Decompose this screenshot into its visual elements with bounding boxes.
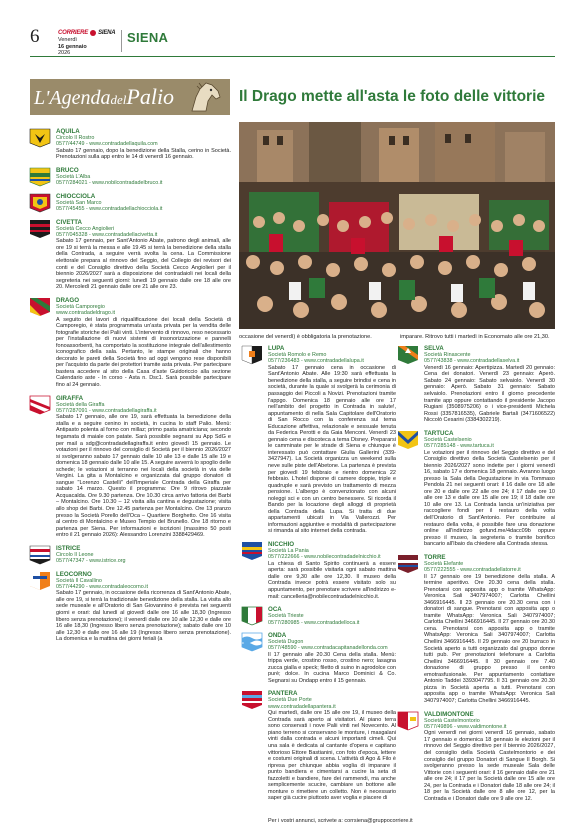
contrada-entry-tartuca bbox=[424, 430, 555, 548]
contrada-society: Società Il Cavallino bbox=[56, 577, 102, 584]
contrada-notice: Ogni venerdì nei giorni venerdì 16 gennaio, sabato 17 gennaio e domenica 18 gennaio le elezioni per il rinnovo del Seggio direttivo per il biennio 2026/2027, del consiglio della Società Castelmontorio e dei consiglio del gruppo Donatori di Sangue Il Borgh. Si svolgeranno presso la sede museale Sala delle Vittorie con i seguenti orari: il 16 gennaio dalle ore 21 alle ore 24; il 17 per la Società dalle ore 15 alle ore 24, per la Contrada e i Donatori dalle 18 alle ore 24; il 18 per la Società dalle ore 8 alle ore 12, per la Contrada e i Donatori dalle ore 9 alle ore 12. bbox=[424, 730, 555, 802]
contrada-name: LUPA bbox=[268, 345, 285, 352]
contrada-notice: Qui martedì, dalle ore 15 alle ore 19, il museo della Contrada sarà aperto ai visitatori. Al piano terra sono conservati i nove Palii vinti nel Novecento. Al piano terreno si conservano le monture, i masgalani vinti dalla contrada e alcuni importanti cimeli. Qui una sala è dedicata al cantante d'opera e capitano vittorioso Ettore Bastianini, con foto d'epoca, lettere e costumi originali di scena. L'attività di Ago & Filo è ripresa per chiunque abbia voglia di imparare il punto bandiera e cimentarsi a cucire la seta di fazzoletti e bandiere, fare dei rammendi, ma anche semplicemente scucire, cambiare un bottone alle monture o rimettere un colletto. Non è necessario saper già cucire piuttosto aver voglia e piacere di bbox=[268, 710, 396, 802]
contrada-name: AQUILA bbox=[56, 128, 80, 135]
contrada-contact: www.contradadeldrago.it bbox=[56, 310, 116, 317]
agenda-banner bbox=[30, 79, 230, 115]
contrada-entry-bruco bbox=[56, 167, 231, 187]
drago-flag-icon bbox=[29, 297, 51, 317]
contrada-name: TARTUCA bbox=[424, 429, 454, 437]
contrada-society: Società Due Porte bbox=[268, 697, 312, 704]
contrada-society: Società San Marco bbox=[56, 199, 102, 206]
contrada-name: TORRE bbox=[424, 553, 446, 561]
crowd-photo bbox=[239, 122, 555, 329]
contrada-name: PANTERA bbox=[268, 690, 298, 698]
contrada-society: Società Dugon bbox=[268, 638, 304, 645]
contrada-name: VALDIMONTONE bbox=[424, 710, 474, 718]
contrada-contact: 0577/287091 - www.contradadellagiraffa.it bbox=[56, 407, 157, 414]
contrada-notice: Le votazioni per il rinnovo del Seggio direttivo e del Consiglio direttivo della Società Castelsenio per il biennio 2026/2027 sono indette per i giorni venerdì 16, sabato 17 e domenica 18 gennaio. Avranno luogo presso la Sala della Degustazione in via Tommaso Pendola 21 nei seguenti orari: il 16 dalle ore 18 alle ore 20 e dalle ore 22 alle ore 24; il 17 dalle ore 10 alle ore 13 e dalle ore 15 alle ore 19; il 18 dalle ore 10 alle ore 13. La Contrada lancia un'iniziativa per raccogliere fondi per il restauro della volta dell'Oratorio di Sant'Antonio. Per contribuire al restauro della volta, è possibile fare una donazione online all'indirizzo gofund.me/4dacc09b oppure presso il museo, la segreteria o tramite bonifico bancario all'Ibaio da chiedere alla Contrada stessa. bbox=[424, 449, 555, 548]
contrada-entry-valdimontone bbox=[424, 711, 555, 803]
contrada-contact: 0577/222666 - www.nobilecontradadelnicchio.it bbox=[268, 554, 381, 561]
header-divider bbox=[121, 30, 122, 52]
section-title: SIENA bbox=[127, 30, 169, 45]
banner-word-del: del bbox=[110, 92, 127, 107]
contrada-entry-istrice bbox=[56, 545, 231, 565]
logo-left-text: CORRIERE bbox=[58, 30, 89, 36]
istrice-flag-icon bbox=[29, 545, 51, 565]
pantera-flag-icon bbox=[241, 690, 263, 710]
contrada-contact: 0577/45455 - www.contradadellachiocciola.it bbox=[56, 206, 163, 213]
contrada-contact: 0577/222555 - www.contradadellatorre.it bbox=[424, 567, 521, 574]
contrada-entry-lupa bbox=[268, 345, 396, 535]
contrada-entry-giraffa bbox=[56, 395, 231, 539]
contrada-society: Società L'Alba bbox=[56, 173, 91, 180]
contrada-entry-onda bbox=[268, 632, 396, 685]
contrada-name: CHIOCCIOLA bbox=[56, 192, 96, 200]
issue-date-text: 16 gennaio bbox=[58, 43, 87, 50]
contrada-notice: Sabato 17 gennaio, dopo la benedizione della Stalla, cerino in Società. Prenotazioni sulla app entro le 14 di venerdì 16 gennaio. bbox=[56, 147, 231, 161]
newspaper-logo bbox=[58, 30, 118, 36]
photo-caption-right: imparare. Ritrovo tutti i martedì in Economato alle ore 21,30. bbox=[400, 334, 550, 340]
contrada-society: Società Rinascente bbox=[424, 352, 471, 358]
agenda-column-middle bbox=[268, 345, 396, 808]
leocorno-flag-icon bbox=[29, 571, 51, 591]
contrada-society: Società Elefante bbox=[424, 560, 464, 567]
contrada-entry-civetta bbox=[56, 219, 231, 291]
banner-word-palio: Palio bbox=[126, 84, 175, 109]
selva-flag-icon bbox=[397, 345, 419, 365]
nicchio-flag-icon bbox=[241, 541, 263, 561]
page-header bbox=[0, 0, 580, 62]
onda-flag-icon bbox=[241, 632, 263, 652]
contrada-contact: 0577/44749 - www.contradadellaquila.com bbox=[56, 141, 158, 148]
contrada-notice: Sabato 17 gennaio cena in occasione di Sant'Antonio Abate. Alle 19:30 sarà effettuata la benedizione della stalla, a seguire brindisi e cena in società, durante la quale si svolgerà la cerimonia di passaggio dei Piccoli a Novizi. Prenotazioni tramite l'appgo. Domenica 18 gennaio alle ore 17 nell'ambito del progetto in Contrada in salute!, appuntamento di nella Sala Capitolare dell'Oratorio di San Rocco con la conferenza sul tema Educazione affettiva, relazionale e sessuale tenuta da Federica Perotti e da Gaia Menconi. Venerdì 23 gennaio cena e discoteca a tema Disney. Prepararsi le camminate per le strade di Siena e chiunque è interessato può contattare Giulia Gallerini (339-3427947). La Società organizza un weekend sulla neve sulle piste dell'Abetone. La partenza è prevista per giovedì 19 febbraio e rientro domenica 22 febbraio. L'hotel dispone di camere doppie, triple e quadruple e sarà previsto un trattamento di mezza pensione. L'albergo è convenzionato con alcuni noleggi sci e con un centro benessere. Si ricorda il Bando per la locazione degli alloggi di proprietà della Contrada della Lupa. Si tratta di due appartamenti ubicati in Via Vallerozzi. Per informazioni aggiuntive e modalità di partecipazione si rimanda al sito internet della contrada. bbox=[268, 364, 396, 535]
contrada-entry-nicchio bbox=[268, 541, 396, 600]
contrada-notice: Venerdì 16 gennaio: Apertipizza. Martedì 20 gennaio: Cena dei donatori. Venerdì 23 gennaio: Aperò. Sabato 24 gennaio: Sabato selvaiolo. Venerdì 30 gennaio: Aperò. Sabato 31 gennaio: Sabato selvaiolo. Prenotazioni entro il giorno precedente tramite app oppure contattando il presidente Jacopo Rugiani (3508975206) o i vice-presidenti Michela Rossi (3357816535), Gabriele Bartali (3471606522) Niccolò Cesarini (3384302219). bbox=[424, 364, 555, 424]
contrada-name: GIRAFFA bbox=[56, 394, 84, 402]
contrada-name: DRAGO bbox=[56, 296, 80, 304]
agenda-column-right bbox=[424, 345, 555, 808]
contrada-society: Società Cecco Angiolieri bbox=[56, 225, 115, 232]
footer-contact-note: Per i vostri annunci, scrivete a: corrsiena@gruppocorriere.it bbox=[268, 818, 413, 824]
header-rule bbox=[30, 56, 555, 57]
contrada-entry-chiocciola bbox=[56, 193, 231, 213]
contrada-contact: 0577/285148 - www.tartuca.it bbox=[424, 443, 494, 450]
torre-flag-icon bbox=[397, 554, 419, 574]
contrada-society: Società Camporegio bbox=[56, 303, 105, 310]
contrada-contact: 0577/045328 - www.contradadellacivetta.it bbox=[56, 231, 158, 238]
contrada-contact: 0577/280985 - www.contradadelloca.it bbox=[268, 619, 360, 626]
contrada-name: CIVETTA bbox=[56, 218, 83, 226]
contrada-contact: 0577/43838 - www.contradadellaselva.it bbox=[424, 358, 520, 365]
contrada-entry-leocorno bbox=[56, 571, 231, 643]
contrada-name: NICCHIO bbox=[268, 541, 295, 549]
lupa-flag-icon bbox=[241, 345, 263, 365]
issue-day: Venerdì bbox=[58, 37, 77, 43]
contrada-entry-torre bbox=[424, 554, 555, 705]
contrada-name: LEOCORNO bbox=[56, 570, 92, 578]
valdimontone-flag-icon bbox=[397, 711, 419, 731]
contrada-society: Circolo Il Leone bbox=[56, 551, 94, 558]
aquila-flag-icon bbox=[29, 128, 51, 148]
contrada-name: ONDA bbox=[268, 631, 287, 639]
contrada-society: Circolo Il Rostro bbox=[56, 135, 95, 141]
contrada-society: Società Trieste bbox=[268, 613, 304, 620]
agenda-column-left bbox=[56, 128, 231, 649]
contrada-entry-oca bbox=[268, 606, 396, 626]
contrada-notice: Sabato 17 gennaio, per Sant'Antonio Abate, patrono degli animali, alle ore 19 si terrà la messa e alle 19.45 si terrà la benedizione della stalla della Contrada, a seguire verrà svolta la cena. La Commissione elettorale prepara al rinnovo del Seggio, del Collegio dei revisori dei conti e del Consiglio direttivo della Società Cecco Angiolieri per il biennio 2026/2027 sarà a disposizione dei contradaioli nei locali della segreteria nei seguenti giorni: lunedì 19 gennaio dalle ore 18 alle ore 20. Mercoledì 21 gennaio dalle ore 21 alle ore 23. bbox=[56, 238, 231, 291]
contrada-society: Società Castelmontorio bbox=[424, 717, 480, 724]
article-headline: Il Drago mette all'asta le foto delle vittorie bbox=[239, 88, 546, 105]
logo-dot-icon bbox=[90, 30, 96, 36]
contrada-notice: La chiesa di Santo Spirito continuerà a essere aperta: sarà possibile visitarla ogni sabato mattina dalle ore 9,30 alle ore 12,30. Il museo della Contrada invece potrà essere visitato solo su appuntamento, per prenotare scrivere all'indirizzo e-mail: cancelleria@nobilecontradadelnicchio.it. bbox=[268, 560, 396, 600]
logo-right-text: SIENA bbox=[98, 30, 116, 36]
contrada-contact: 0577/236483 - www.contradadellalupa.it bbox=[268, 358, 364, 365]
contrada-contact: 0577/44290 - www.contradaleocorno.it bbox=[56, 583, 148, 590]
contrada-society: Società Romolo e Remo bbox=[268, 352, 327, 358]
photo-caption-left: occasione del venerdì) è obbligatoria la prenotazione. bbox=[239, 334, 372, 340]
contrada-contact: 0577/49896 - www.valdimontone.it bbox=[424, 723, 507, 730]
contrada-contact: 0577/47347 - www.istrice.org bbox=[56, 558, 126, 565]
chiocciola-flag-icon bbox=[29, 193, 51, 213]
contrada-society: Società La Pania bbox=[268, 548, 309, 555]
contrada-name: OCA bbox=[268, 606, 282, 614]
contrada-notice: A seguito dei lavori di riqualificazione dei locali della Società di Camporegio, è stata programmata un'asta privata per la vendita delle fotografie storiche dei Palii vinti. L'intervento di rinnovo, reso necessario per l'installazione di nuovi sistemi di insonorizzazione e pannelli fonoassorbenti, ha comportato la sostituzione integrale dell'allestimento iconografico della sala. Pertanto, le stampe originali che hanno decorato le pareti della Società fino ad oggi vengono rese disponibili per l'acquisto da parte dei protettori tramite asta privata. Per partecipare bastera accedere al sito della Casa d'aste Guidoriccio alla sezione Calendario aste - In corso - Asta n. Dsc1. Sarà possibile partecipare fino al 24 gennaio. bbox=[56, 316, 232, 388]
contrada-contact: www.contradadellapantera.it bbox=[268, 703, 336, 710]
contrada-society: Società Castelsenio bbox=[424, 436, 472, 443]
contrada-notice: Il 17 gennaio alle 20.30 Cena della stalla. Menù: trippa verde, crostino rosso, crostino nero; lasagna zucca gialla e speck; filetto di suino in agrodolce con purè; dolce. In cucina Marco Dominici & Co. Segnarsi su Ondapp entro il 15 gennaio. bbox=[268, 651, 396, 684]
contrada-entry-pantera bbox=[268, 690, 396, 801]
contrada-name: SELVA bbox=[424, 345, 444, 352]
giraffa-flag-icon bbox=[29, 395, 51, 415]
issue-date bbox=[58, 37, 118, 57]
contrada-contact: 0577/48590 - www.contradacapitanadellonda.com bbox=[268, 645, 388, 652]
contrada-society: Società della Giraffa bbox=[56, 401, 105, 408]
masthead bbox=[58, 30, 118, 57]
bruco-flag-icon bbox=[29, 167, 51, 187]
banner-title bbox=[34, 84, 174, 110]
civetta-flag-icon bbox=[29, 219, 51, 239]
oca-flag-icon bbox=[241, 606, 263, 626]
tartuca-flag-icon bbox=[397, 430, 419, 450]
issue-year: 2026 bbox=[58, 50, 71, 56]
contrada-notice: Sabato 17 gennaio, alle ore 19, sarà effettuata la benedizione della stalla e a seguire cenino in società, in cucina lo staff Palio. Menù: Antipasto polenta al forno con millaz; primo pasta amatriciana; secondo tegamata di maiale con patate. Sarà possibile segnarsi su App SdG e per mail a sdg@contradadellagiraffa.it entro giovedì 15 gennaio. Le votazioni per il rinnovo del consiglio di Società per il biennio 2026/2027 si svolgeranno sabato 17 gennaio dalle 10 alle 13 e dalle 15 alle 19 e domenica 18 gennaio dalle 10 alle 15. A seguire avverrà lo spoglio delle schede; le votazioni si terranno nei locali della società in via delle Vergini. La gita a Montalcino e organizzata dal gruppo donatori di sangue "Lorenzo Castelli" dell'Imperiale Contrada della Giraffa per sabato 14 marzo. Questo il programma: Ore 9 ritrovo piazzale Acquacalda. Ore 9.30 partenza. Ore 10.30 circa arrivo fattoria dei Barbi – Montalcino. Ore 10.30 – 12 visita alla cantina e degustazione; visita allo shop dei Barbi. Ore 12.45 partenza per Montalcino. Ore 13 pranzo presso la Società Porello dell'Oca – Quartiere Borghetto. Ore 16 visita al centro di Montalcino e Museo Tempio del Brunello. Ore 18 ritorno e partenza per Siena. Per informazioni e iscrizioni (massimo 50 posti entro il 21 gennaio 2026): Alessandro Lorenzini 3388429469. bbox=[56, 414, 231, 539]
page-number: 6 bbox=[30, 26, 40, 47]
contrada-name: BRUCO bbox=[56, 166, 79, 174]
contrada-notice: Sabato 17 gennaio, in occasione della ricorrenza di Sant'Antonio Abate, alle ore 19, si terrà la tradizionale benedizione della stalla. La visita allo sede museale e all'Oratorio di San Giovannino è prevista nei seguenti giorni e orari: dal lunedì al giovedì dalle ore 16 alle 18,30 (Ingresso libero senza prenotazione); il venerdì dalle ore 10 alle 12,30 e dalle ore 16 alle 18,30 (Ingresso libero senza prenotazione); sabato dalle ore 10 alle 12,30 e dalle ore 16 alle 19 (Ingresso libero senza prenotazione). La domenica e la mattina dei giorni feriali (a bbox=[56, 590, 231, 643]
horse-head-icon bbox=[184, 81, 224, 113]
contrada-entry-drago bbox=[56, 297, 231, 389]
contrada-contact: 0577/284021 - www.nobilcontradadelbruco.it bbox=[56, 180, 163, 187]
contrada-entry-aquila bbox=[56, 128, 231, 161]
contrada-name: ISTRICE bbox=[56, 544, 81, 552]
banner-word-agenda: L'Agenda bbox=[34, 87, 111, 109]
contrada-notice: Il 17 gennaio ore 19 benedizione della stalla. A termine aperitivo. Ore 20.30 cena della stalla. Prenotarsi con apposita app o tramite WhatsApp: Veronica Sali 3407974007; Carlotta Chellini 3466916445. Il 23 gennaio ore 20.30 cena con i donatori di sangue. Prenotarsi con apposita app o tramite WhatsApp: Veronica Sali 3407974007; Carlotta Chellini 3466916445. Il 27 gennaio ore 20.30 cena. Prenotarsi con apposita app o tramite WhatsApp: Veronica Sali 3407974007; Carlotta Chellini 3466916445. Il 29 gennaio ore 20 burraco in Società aperto a tutti organizzato dal gruppo donne tutti pub. Per prenotazioni telefonare a Carlotta Chellini 3466916445. Il 30 gennaio ore 7.40 donazione di gruppo presso il centro emotrasfusionale. Per appuntamento contattare Antonio Taddei 3393047795. Il 31 gennaio ore 20.30 pizza in Società aperta a tutti. Prenotarsi con apposita app o tramite WhatsApp: Veronica Sali 3407974007; Carlotta Chellini 3466916445. bbox=[424, 573, 555, 704]
contrada-entry-selva bbox=[424, 345, 555, 424]
